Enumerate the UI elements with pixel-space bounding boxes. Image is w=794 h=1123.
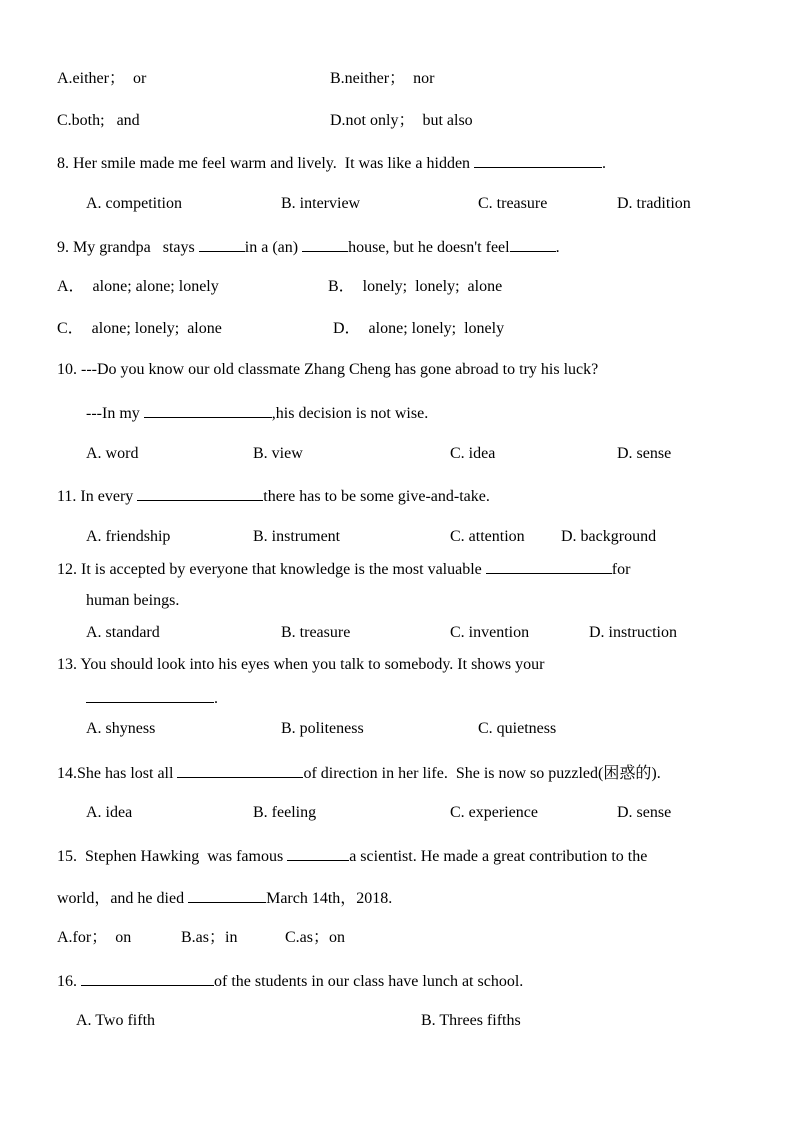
q11-answer-blank [137,485,263,501]
q14-option-d: D. sense [617,804,672,821]
q14-option-a: A. idea [86,804,133,821]
q16-stem [57,970,523,992]
q15-stem-line2 [57,887,392,909]
q7-option-c: C.both; and [57,112,140,129]
q11-stem-end: there has to be some give-and-take. [263,488,490,505]
q11-option-d: D. background [561,528,657,545]
q16-stem-end: of the students in our class have lunch at school. [214,973,524,990]
q10-stem-line2 [86,402,428,424]
q9-stem-part3: house, but he doesn't feel [348,239,510,256]
q8-answer-blank [474,152,602,168]
q7-option-b: B.neither； nor [330,70,435,87]
q14-answer-blank [177,762,303,778]
q11-stem [57,485,490,507]
q9-option-b: B． lonely; lonely; alone [328,278,503,295]
q13-line2-end: . [214,690,218,707]
q9-blank-1 [199,236,245,252]
q10-option-a: A. word [86,445,139,462]
q11-stem-start: 11. In every [57,488,138,505]
q10-option-c: C. idea [450,445,496,462]
q14-option-c: C. experience [450,804,538,821]
q14-option-b: B. feeling [253,804,317,821]
q13-answer-blank [86,687,214,703]
q10-option-d: D. sense [617,445,672,462]
q15-line2-end: March 14th，2018. [266,890,393,907]
q15-line1-start: 15. Stephen Hawking was famous [57,848,288,865]
q10-line2-end: ,his decision is not wise. [271,405,429,422]
q9-option-a: A． alone; alone; lonely [57,278,219,295]
q12-stem-start: 12. It is accepted by everyone that knowledge is the most valuable [57,561,486,578]
q15-blank-2 [188,887,266,903]
q12-answer-blank [486,558,612,574]
q10-option-b: B. view [253,445,303,462]
q12-option-d: D. instruction [589,624,677,641]
q8-option-c: C. treasure [478,195,548,212]
q16-answer-blank [81,970,214,986]
q7-option-d: D.not only； but also [330,112,473,129]
q14-stem-start: 14.She has lost all [57,765,178,782]
q16-option-b: B. Threes fifths [421,1012,521,1029]
q10-line2-start: ---In my [86,405,144,422]
q8-stem [57,152,606,174]
q8-option-d: D. tradition [617,195,691,212]
q12-stem-line2: human beings. [86,592,180,609]
q8-stem-end: . [602,155,607,172]
q15-option-b: B.as；in [181,929,238,946]
q9-blank-3 [510,236,556,252]
q15-line2-start: world，and he died [57,890,189,907]
q12-stem-end: for [611,561,631,578]
q10-stem-line1: 10. ---Do you know our old classmate Zhang Cheng has gone abroad to try his luck? [57,361,599,378]
q12-option-a: A. standard [86,624,160,641]
q9-stem-end: . [555,239,560,256]
q14-stem [57,762,661,784]
q12-option-c: C. invention [450,624,530,641]
q15-line1-end: a scientist. He made a great contribution to the [349,848,648,865]
q11-option-a: A. friendship [86,528,171,545]
q13-stem-line2 [86,687,218,709]
q13-stem-line1: 13. You should look into his eyes when you talk to somebody. It shows your [57,656,545,673]
q14-stem-end: of direction in her life. She is now so puzzled(困惑的). [303,765,661,782]
q13-option-b: B. politeness [281,720,364,737]
q16-stem-start: 16. [57,973,81,990]
q11-option-b: B. instrument [253,528,341,545]
q9-option-c: C． alone; lonely; alone [57,320,222,337]
q12-option-b: B. treasure [281,624,351,641]
q15-stem-line1 [57,845,647,867]
q9-option-d: D． alone; lonely; lonely [333,320,505,337]
q10-answer-blank [144,402,272,418]
q12-stem-line1 [57,558,630,580]
q8-option-a: A. competition [86,195,182,212]
q7-option-a: A.either； or [57,70,147,87]
q13-option-a: A. shyness [86,720,156,737]
q16-option-a: A. Two fifth [76,1012,156,1029]
q9-stem [57,236,560,258]
q9-blank-2 [302,236,348,252]
q9-stem-part2: in a (an) [244,239,303,256]
q8-option-b: B. interview [281,195,361,212]
q15-blank-1 [287,845,349,861]
q15-option-a: A.for； on [57,929,132,946]
q15-option-c: C.as；on [285,929,346,946]
q9-stem-part1: 9. My grandpa stays [57,239,199,256]
q13-option-c: C. quietness [478,720,557,737]
q11-option-c: C. attention [450,528,525,545]
q8-stem-text: 8. Her smile made me feel warm and lively. It was like a hidden [57,155,475,172]
